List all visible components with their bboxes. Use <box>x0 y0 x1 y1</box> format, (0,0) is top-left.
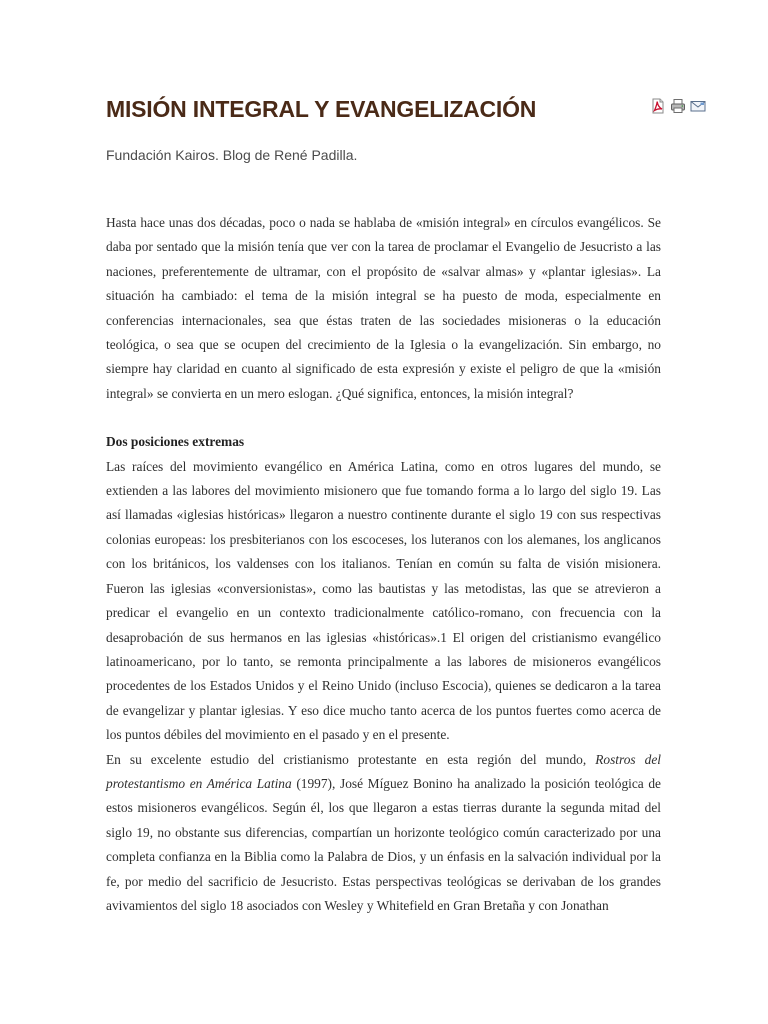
pdf-icon[interactable] <box>650 98 666 114</box>
page-title: MISIÓN INTEGRAL Y EVANGELIZACIÓN <box>106 96 537 122</box>
paragraph-study <box>106 748 661 919</box>
section-heading: Dos posiciones extremas <box>106 434 245 450</box>
print-icon[interactable] <box>670 98 686 114</box>
paragraph-roots: Las raíces del movimiento evangélico en América Latina, como en otros lugares del mundo, se extienden a las labores del movimiento misionero que fue tomando forma a lo largo del siglo 19. Las así llamadas «iglesias históricas» llegaron a nuestro continente durante el siglo 19 con sus respectivas colonias europeas: los presbiterianos con los escoceses, los luteranos con los alemanes, los anglicanos con los británicos, los valdenses con los italianos. Tenían en común su falta de visión misionera. Fueron las iglesias «conversionistas», como las bautistas y las metodistas, las que se atrevieron a predicar el evangelio en un contexto tradicionalmente católico-romano, con frecuencia con la desaprobación de sus hermanos en las iglesias «históricas».1 El origen del cristianismo evangélico latinoamericano, por lo tanto, se remonta principalmente a las labores de misioneros evangélicos procedentes de los Estados Unidos y el Reino Unido (incluso Escocia), quienes se dedicaron a la tarea de evangelizar y plantar iglesias. Y eso dice mucho tanto acerca de los puntos fuertes como acerca de los puntos débiles del movimiento en el pasado y en el presente. <box>106 458 661 743</box>
paragraph-study-rest: (1997), José Míguez Bonino ha analizado la posición teológica de estos misioneros evangélicos. Según él, los que llegaron a estas tierras durante la segunda mitad del siglo 19, no obstante sus diferencias, compartían un horizonte teológico común caracterizado por una completa confianza en la Biblia como la Palabra de Dios, y un énfasis en la salvación individual por la fe, por medio del sacrificio de Jesucristo. Estas perspectivas teológicas se derivaban de los grandes avivamientos del siglo 18 asociados con Wesley y Whitefield en Gran Bretaña y con Jonathan <box>106 775 662 913</box>
paragraph-intro: Hasta hace unas dos décadas, poco o nada se hablaba de «misión integral» en círculos evangélicos. Se daba por sentado que la misión tenía que ver con la tarea de proclamar el Evangelio de Jesucristo a las naciones, preferentemente de ultramar, con el propósito de «salvar almas» y «plantar iglesias». La situación ha cambiado: el tema de la misión integral se ha puesto de moda, especialmente en conferencias internacionales, sea que éstas traten de las sociedades misioneras o la educación teológica, o sea que se ocupen del crecimiento de la Iglesia o la evangelización. Sin embargo, no siempre hay claridad en cuanto al significado de esta expresión y existe el peligro de que la «misión integral» se convierta en un mero eslogan. ¿Qué significa, entonces, la misión integral? <box>106 215 661 401</box>
article-body <box>106 211 661 918</box>
book-title: Rostros del protestantismo en América Latina <box>106 751 661 791</box>
page-subtitle: Fundación Kairos. Blog de René Padilla. <box>106 147 358 163</box>
email-icon[interactable] <box>690 98 706 114</box>
paragraph-study-lead: En su excelente estudio del cristianismo protestante en esta región del mundo, <box>106 751 596 767</box>
document-toolbar <box>650 98 706 114</box>
